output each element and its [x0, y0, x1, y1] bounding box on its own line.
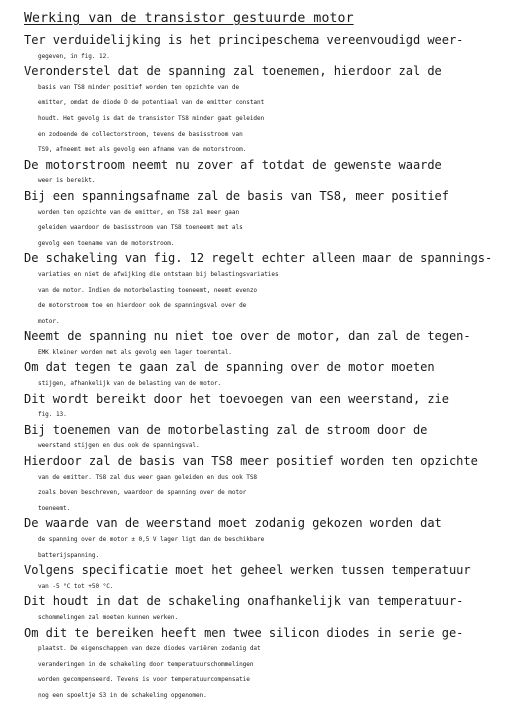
text-line: van de emitter. TS8 zal dus weer gaan geleiden en dus ook TS8: [38, 473, 258, 481]
text-line: weer is bereikt.: [38, 177, 96, 185]
text-line: worden ten opzichte van de emitter, en TS8 zal meer gaan: [38, 208, 240, 216]
paragraph: [24, 392, 504, 423]
text-line: stijgen, afhankelijk van de belasting van de motor.: [38, 380, 222, 388]
text-line: weerstand stijgen en dus ook de spanningsval.: [38, 442, 200, 450]
text-line: veranderingen in de schakeling door temperatuurschommelingen: [38, 660, 254, 668]
body-text: [24, 33, 504, 704]
text-line: Bij toenemen van de motorbelasting zal de stroom door de: [24, 422, 428, 437]
page-title: Werking van de transistor gestuurde motor: [24, 11, 354, 26]
text-line: geleiden waardoor de basisstroom van TS8 toeneemt met als: [38, 224, 243, 232]
paragraph: [24, 251, 504, 329]
text-line: batterijspanning.: [38, 551, 100, 559]
text-line: Hierdoor zal de basis van TS8 meer positief worden ten opzichte: [24, 454, 478, 469]
text-line: Volgens specificatie moet het geheel werken tussen temperatuur: [24, 563, 471, 578]
text-line: Veronderstel dat de spanning zal toenemen, hierdoor zal de: [24, 64, 442, 79]
paragraph: [24, 423, 504, 454]
text-line: gevolg een toename van de motorstroom.: [38, 239, 175, 247]
text-line: en zodoende de collectorstroom, tevens de basisstroom van: [38, 130, 243, 138]
text-line: houdt. Het gevolg is dat de transistor TS8 minder gaat geleiden: [38, 114, 265, 122]
text-line: toeneemt.: [38, 504, 71, 512]
text-line: Ter verduidelijking is het principeschema vereenvoudigd weer-: [24, 33, 464, 47]
paragraph: [24, 64, 504, 158]
text-line: de spanning over de motor ± 0,5 V lager ligt dan de beschikbare: [38, 536, 265, 543]
text-line: EMK kleiner worden met als gevolg een lager toerental.: [38, 348, 232, 356]
text-line: Om dit te bereiken heeft men twee silicon diodes in serie ge-: [24, 625, 464, 640]
paragraph: [24, 454, 504, 516]
paragraph: [24, 33, 504, 64]
text-line: Dit wordt bereikt door het toevoegen van een weerstand, zie: [24, 391, 449, 406]
text-line: Om dat tegen te gaan zal de spanning over de motor moeten: [24, 360, 435, 375]
paragraph: [24, 189, 504, 251]
text-line: gegeven, in fig. 12.: [38, 52, 110, 60]
text-line: plaatst. De eigenschappen van deze diodes variëren zodanig dat: [38, 645, 261, 653]
text-line: De motorstroom neemt nu zover af totdat de gewenste waarde: [24, 157, 442, 172]
text-line: TS9, afneemt met als gevolg een afname van de motorstroom.: [38, 146, 247, 154]
text-line: fig. 13.: [38, 411, 67, 419]
paragraph: [24, 329, 504, 360]
paragraph: [24, 360, 504, 391]
paragraph: [24, 158, 504, 189]
document-page: [24, 10, 504, 704]
text-line: van de motor. Indien de motorbelasting toeneemt, neemt evenzo: [38, 286, 258, 294]
text-line: variaties en niet de afwijking die ontstaan bij belastingsvariaties: [38, 270, 279, 278]
paragraph: [24, 626, 504, 704]
text-line: nog een spoeltje S3 in de schakeling opgenomen.: [38, 691, 207, 699]
text-line: worden gecompenseerd. Tevens is voor temperatuurcompensatie: [38, 676, 250, 684]
text-line: motor.: [38, 317, 60, 325]
text-line: emitter, omdat de diode D de potentiaal van de emitter constant: [38, 99, 265, 107]
text-line: de motorstroom toe en hierdoor ook de spanningsval over de: [38, 302, 247, 310]
paragraph: [24, 563, 504, 594]
text-line: De waarde van de weerstand moet zodanig gekozen worden dat: [24, 516, 442, 531]
paragraph: [24, 516, 504, 563]
text-line: Neemt de spanning nu niet toe over de motor, dan zal de tegen-: [24, 329, 471, 344]
text-line: basis van TS8 minder positief worden ten opzichte van de: [38, 83, 240, 91]
text-line: schommelingen zal moeten kunnen werken.: [38, 613, 179, 621]
paragraph: [24, 594, 504, 625]
text-line: Dit houdt in dat de schakeling onafhankelijk van temperatuur-: [24, 594, 464, 609]
text-line: van -5 °C tot +50 °C.: [38, 582, 114, 590]
text-line: zoals boven beschreven, waardoor de spanning over de motor: [38, 489, 247, 497]
text-line: De schakeling van fig. 12 regelt echter alleen maar de spannings-: [24, 251, 493, 266]
text-line: Bij een spanningsafname zal de basis van TS8, meer positief: [24, 188, 449, 203]
